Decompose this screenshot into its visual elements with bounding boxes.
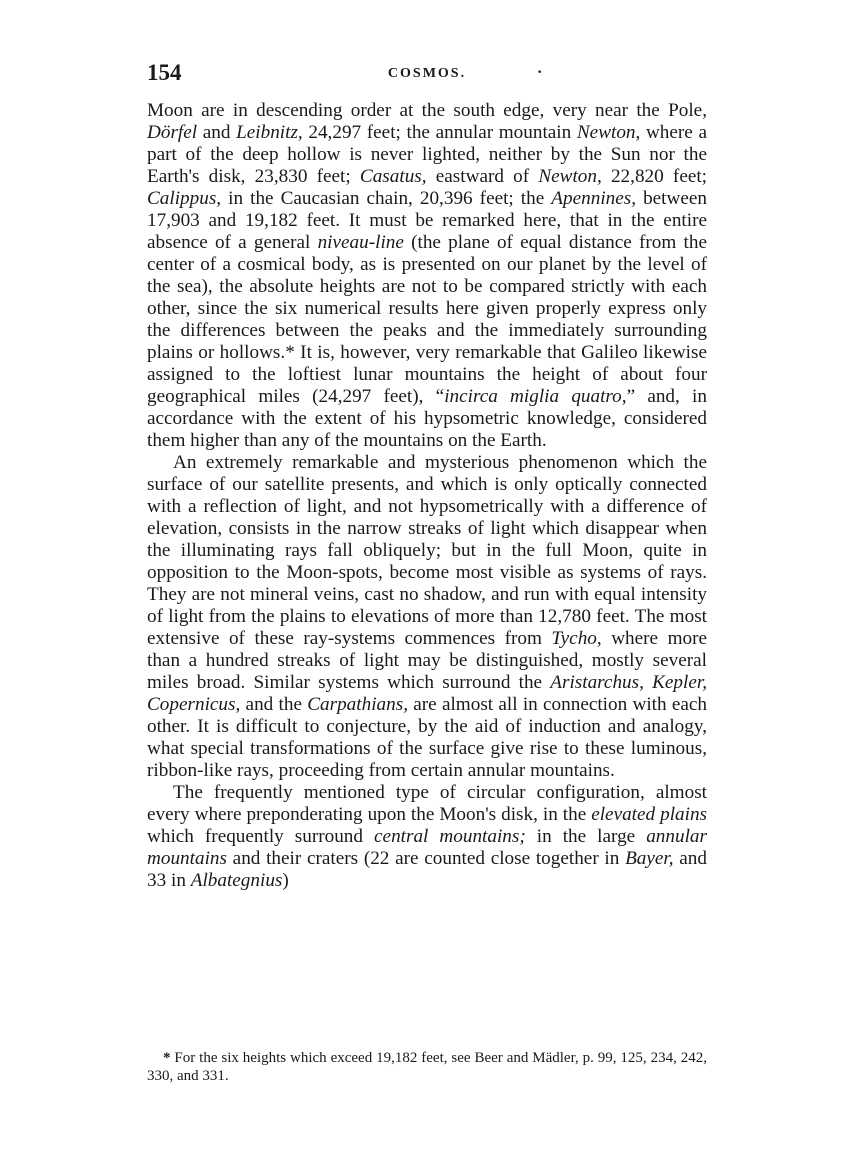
header-mark: · <box>537 64 543 81</box>
italic-run: niveau-line <box>317 232 404 253</box>
italic-run: Apennines, <box>551 188 637 209</box>
italic-run: Casatus, <box>359 166 427 187</box>
paragraph-1 <box>147 100 707 452</box>
text-run: eastward of <box>426 166 539 187</box>
italic-run: incirca miglia quatro, <box>444 386 627 407</box>
text-run: An extremely remarkable and mysterious phenomenon which the surface of our satellite presents, and which is only optically connected with a reflection of light, and not hypsometrically with a difference of elevation, consists in the narrow streaks of light which disappear when the illuminating rays fall obliquely; but in the full Moon, quite in opposition to the Moon-spots, become most visible as systems of rays. They are not mineral veins, cast no shadow, and run with equal intensity of light from the plains to elevations of more than 12,780 feet. The most extensive of these ray-systems commences from <box>147 452 707 649</box>
text-run: ” and, in accordance with the extent of his hypsometric knowledge, considered them higher than any of the mountains on the Earth. <box>147 386 707 451</box>
footnote <box>147 1049 707 1085</box>
text-run: and 33 in <box>147 848 707 891</box>
text-run: The frequently mentioned type of circular configuration, almost every where preponderating upon the Moon's disk, in the <box>147 782 707 825</box>
italic-run: Albategnius <box>190 870 283 891</box>
text-run: Moon are in descending order at the south edge, very near the Pole, <box>147 100 707 121</box>
body-text <box>147 100 707 892</box>
italic-run: Aristarchus, Kepler, Copernicus, <box>147 672 707 715</box>
text-run: and the <box>240 694 308 715</box>
page-number: 154 <box>147 60 182 85</box>
text-run: where more than a hundred streaks of light may be distinguished, mostly several miles broad. Similar systems which surround the <box>147 628 707 693</box>
italic-run: Newton, <box>538 166 602 187</box>
italic-run: annular mountains <box>147 826 707 869</box>
text-run: between 17,903 and 19,182 feet. It must be remarked here, that in the entire absence of a general <box>147 188 707 253</box>
italic-run: Newton, <box>576 122 641 143</box>
text-run: and their craters (22 are counted close together in <box>226 848 626 869</box>
text-run: 22,820 feet; <box>601 166 708 187</box>
italic-run: elevated plains <box>591 804 708 825</box>
footnote-marker: * <box>163 1050 171 1066</box>
page-header <box>147 60 707 90</box>
italic-run: Leibnitz, <box>236 122 303 143</box>
text-run: in the large <box>525 826 647 847</box>
text-run: (the plane of equal distance from the center of a cosmical body, as is presented on our planet by the level of the sea), the absolute heights are not to be compared strictly with each other, since the six numerical results here given properly express only the differences between the peaks and the immediately surrounding plains or hollows.* It is, however, very remarkable that Galileo likewise assigned to the loftiest lunar mountains the height of about four geographical miles (24,297 feet), “ <box>147 232 707 407</box>
italic-run: central mountains; <box>374 826 526 847</box>
footnote-text <box>147 1049 707 1085</box>
text-run: and <box>197 122 237 143</box>
text-run: which frequently surround <box>147 826 375 847</box>
paragraph-3 <box>147 782 707 892</box>
text-run: in the Caucasian chain, 20,396 feet; the <box>221 188 552 209</box>
running-title: COSMOS. <box>387 66 467 81</box>
italic-run: Calippus, <box>147 188 222 209</box>
italic-run: Bayer, <box>625 848 674 869</box>
italic-run: Carpathians, <box>307 694 408 715</box>
text-run: are almost all in connection with each other. It is difficult to conjecture, by the aid of induction and analogy, what special transformations of the surface give rise to these luminous, ribbon-like rays, proceeding from certain annular mountains. <box>147 694 707 781</box>
italic-run: Tycho, <box>551 628 602 649</box>
text-run: where a part of the deep hollow is never lighted, neither by the Sun nor the Earth's disk, 23,830 feet; <box>147 122 707 187</box>
italic-run: Dörfel <box>147 122 198 143</box>
text-run: 24,297 feet; the annular mountain <box>302 122 577 143</box>
footnote-body: For the six heights which exceed 19,182 feet, see Beer and Mädler, p. 99, 125, 234, 242, 330, and 331. <box>147 1050 707 1084</box>
paragraph-2 <box>147 452 707 782</box>
text-run: ) <box>282 870 289 891</box>
